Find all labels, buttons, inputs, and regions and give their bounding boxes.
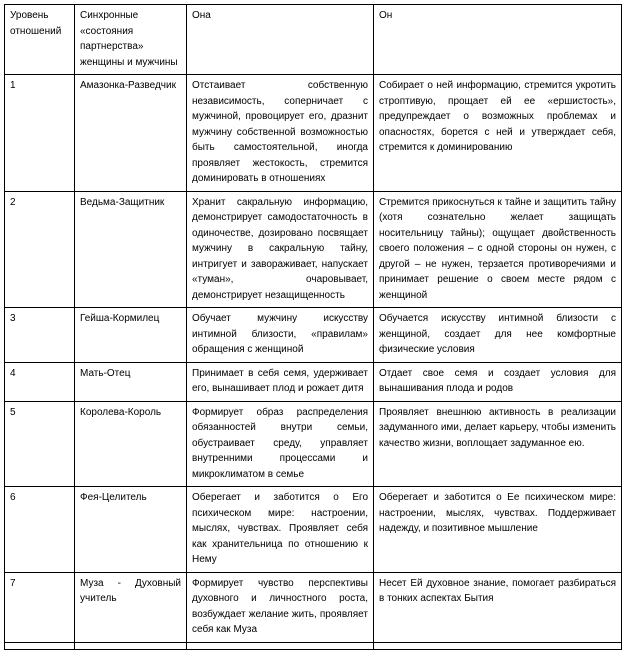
cell-he: Собирает о ней информацию, стремится укротить строптивую, прощает ей ее «ершистость», предупреждает о возможных проблемах и опасностях, борется с ней и утверждает себя, стремится к доминированию [374, 75, 622, 192]
empty-row [5, 642, 622, 649]
empty-cell [374, 642, 622, 649]
cell-he: Несет Ей духовное знание, помогает разбираться в тонких аспектах Бытия [374, 572, 622, 642]
cell-she: Формирует образ распределения обязанностей внутри семьи, обустраивает среду, управляет внутренними процессами и микроклиматом в семье [187, 401, 374, 487]
cell-she: Оберегает и заботится о Его психическом мире: настроении, мыслях, чувствах. Проявляет себя как хранительница по отношению к Нему [187, 487, 374, 573]
cell-state: Мать-Отец [75, 362, 187, 401]
empty-cell [187, 642, 374, 649]
cell-he: Проявляет внешнюю активность в реализации задуманного ими, делает карьеру, чтобы изменить качество жизни, воплощает задуманное ею. [374, 401, 622, 487]
table-row [5, 362, 622, 401]
cell-level: 4 [5, 362, 75, 401]
cell-state: Королева-Король [75, 401, 187, 487]
cell-level: 2 [5, 191, 75, 308]
cell-he: Отдает свое семя и создает условия для вынашивания плода и родов [374, 362, 622, 401]
cell-level: 1 [5, 75, 75, 192]
cell-state: Гейша-Кормилец [75, 308, 187, 363]
table-row [5, 191, 622, 308]
cell-she: Обучает мужчину искусству интимной близости, «правилам» обращения с женщиной [187, 308, 374, 363]
table-row [5, 487, 622, 573]
table-row [5, 401, 622, 487]
cell-level: 7 [5, 572, 75, 642]
cell-level: 3 [5, 308, 75, 363]
cell-he: Стремится прикоснуться к тайне и защитить тайну (хотя сознательно желает защищать носительницу тайны); ощущает двойственность своего положения – с одной стороны он нужен, с другой – не нужен, терзается противоречиями и принимает решение о своем месте рядом с женщиной [374, 191, 622, 308]
empty-cell [5, 642, 75, 649]
cell-level: 5 [5, 401, 75, 487]
cell-she: Формирует чувство перспективы духовного и личностного роста, возбуждает желание жить, проявляет себя как Муза [187, 572, 374, 642]
header-he: Он [374, 5, 622, 75]
cell-state: Амазонка-Разведчик [75, 75, 187, 192]
table-row [5, 75, 622, 192]
cell-she: Хранит сакральную информацию, демонстрирует самодостаточность в одиночестве, дозировано посвящает мужчину в сакральную тайну, интригует и завораживает, напускает «туман», очаровывает, демонстрирует незащищенность [187, 191, 374, 308]
cell-she: Принимает в себя семя, удерживает его, вынашивает плод и рожает дитя [187, 362, 374, 401]
cell-state: Ведьма-Защитник [75, 191, 187, 308]
table-row [5, 572, 622, 642]
cell-he: Обучается искусству интимной близости с женщиной, создает для нее комфортные физические условия [374, 308, 622, 363]
header-level: Уровень отношений [5, 5, 75, 75]
cell-level: 6 [5, 487, 75, 573]
cell-she: Отстаивает собственную независимость, соперничает с мужчиной, провоцирует его, дразнит мужчину собственной возможностью быть самостоятельной, иногда проявляет жестокость, стремится доминировать в отношениях [187, 75, 374, 192]
header-row [5, 5, 622, 75]
header-state: Синхронные «состояния партнерства» женщины и мужчины [75, 5, 187, 75]
cell-he: Оберегает и заботится о Ее психическом мире: настроении, мыслях, чувствах. Поддерживает надежду, и позитивное мышление [374, 487, 622, 573]
header-she: Она [187, 5, 374, 75]
table-row [5, 308, 622, 363]
empty-cell [75, 642, 187, 649]
partnership-levels-table [4, 4, 622, 650]
cell-state: Фея-Целитель [75, 487, 187, 573]
cell-state: Муза - Духовный учитель [75, 572, 187, 642]
